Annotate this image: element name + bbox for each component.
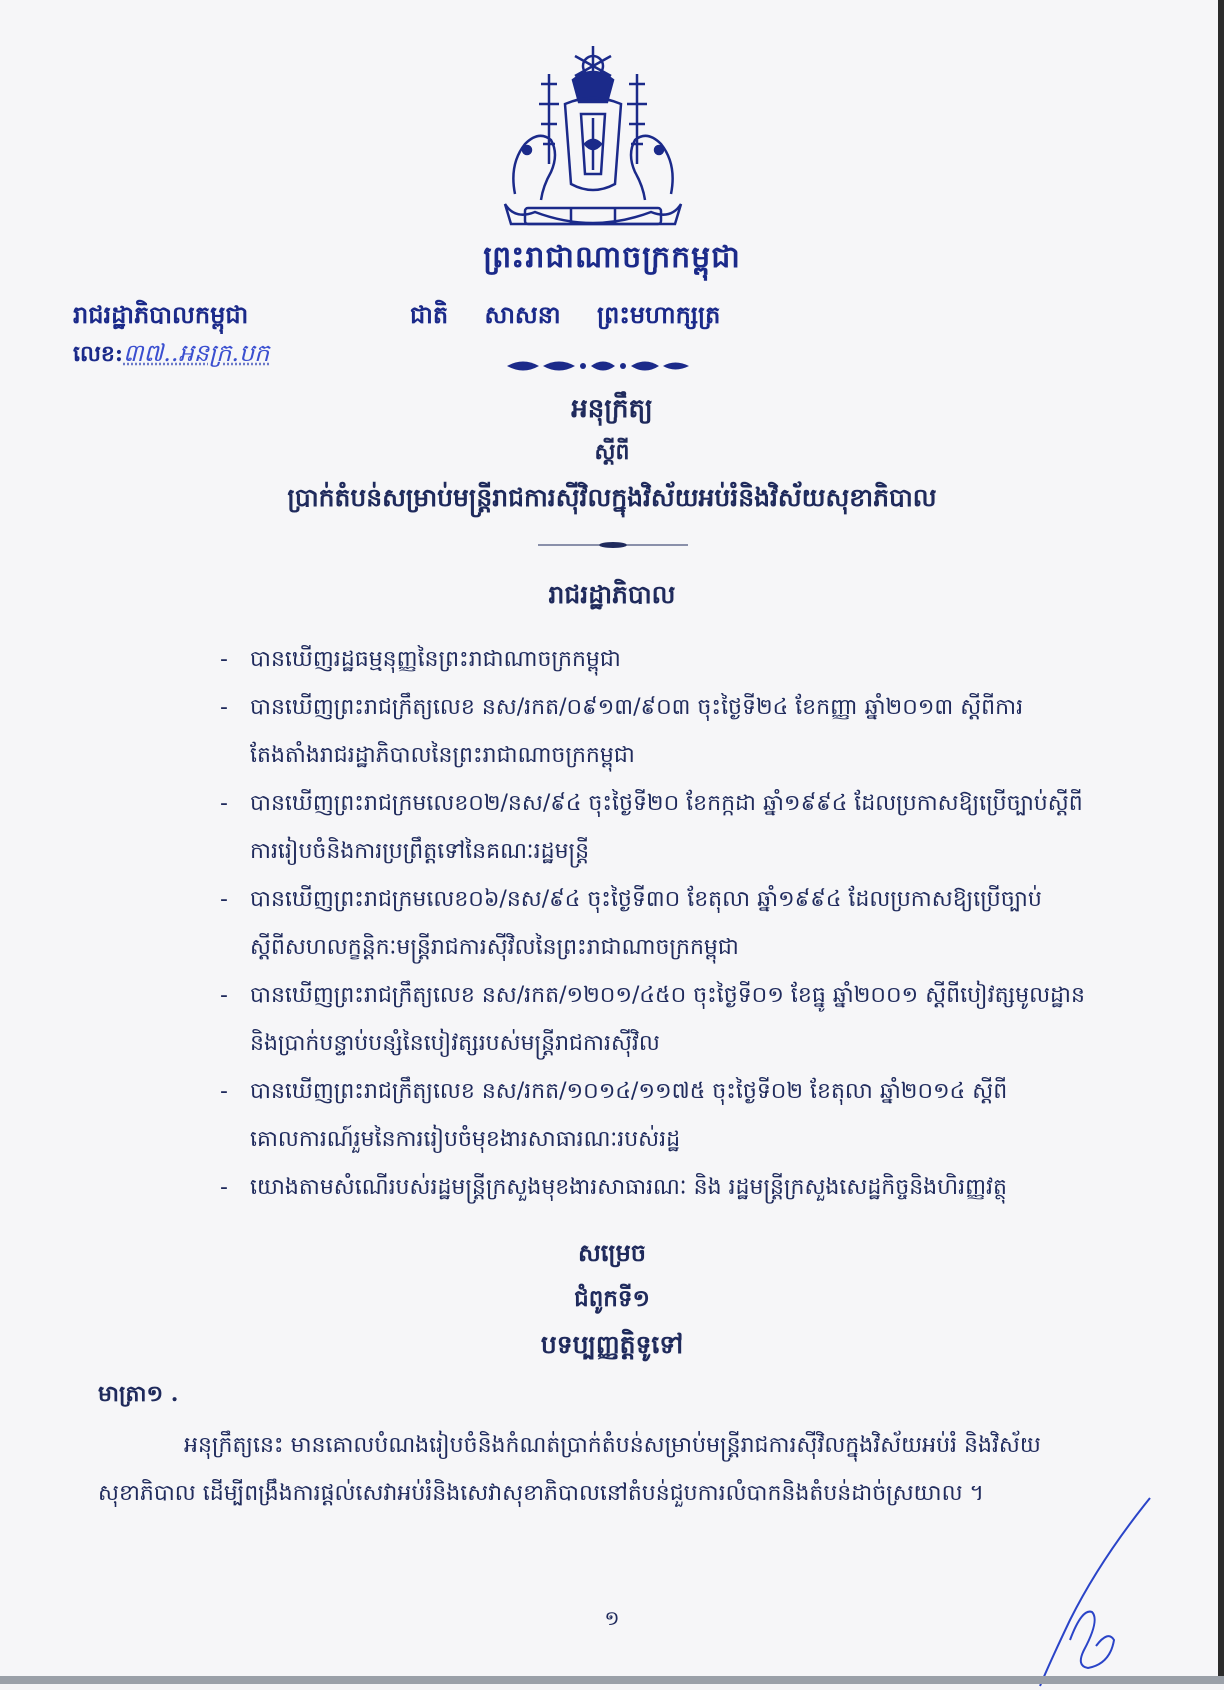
whereas-list (220, 636, 1090, 1212)
decision-heading: សម្រេច (577, 1238, 647, 1267)
reference-line (73, 338, 269, 373)
whereas-item: - បានឃើញព្រះរាជក្រមលេខ០៦/នស/៩៤ ចុះថ្ងៃទី៣០ ខែតុលា ឆ្នាំ១៩៩៤ ដែលប្រកាសឱ្យប្រើច្បាប់ស្តីពីសហលក្ខន្តិកៈមន្ត្រីរាជការស៊ីវិលនៃព្រះរាជាណាចក្រកម្ពុជា (220, 887, 1042, 960)
whereas-item: - បានឃើញព្រះរាជក្រឹត្យលេខ នស/រកត/០៩១៣/៩០៣ ចុះថ្ងៃទី២៤ ខែកញ្ញា ឆ្នាំ២០១៣ ស្តីពីការតែងតាំងរាជរដ្ឋាភិបាលនៃព្រះរាជាណាចក្រកម្ពុជា (220, 695, 1024, 768)
kingdom-heading: ព្រះរាជាណាចក្រកម្ពុជា (483, 240, 741, 275)
whereas-item: - បានឃើញរដ្ឋធម្មនុញ្ញនៃព្រះរាជាណាចក្រកម្ពុជា (220, 647, 621, 672)
title-divider (538, 541, 688, 549)
article-label: មាត្រា១ . (98, 1381, 179, 1407)
chapter-title: បទប្បញ្ញត្តិទូទៅ (540, 1330, 684, 1359)
document-about: ស្តីពី (594, 439, 630, 465)
national-motto: ជាតិ សាសនា ព្រះមហាក្សត្រ (410, 300, 721, 329)
initial-signature (1030, 1490, 1170, 1690)
whereas-item: - យោងតាមសំណើរបស់រដ្ឋមន្ត្រីក្រសួងមុខងារសាធារណៈ និង រដ្ឋមន្ត្រីក្រសួងសេដ្ឋកិច្ចនិងហិរញ្ញវត្ថុ (220, 1175, 1007, 1200)
motto-ornament (503, 357, 693, 375)
page-number: ១ (604, 1606, 620, 1630)
whereas-item: - បានឃើញព្រះរាជក្រឹត្យលេខ នស/រកត/១២០១/៤៥០ ចុះថ្ងៃទី០១ ខែធ្នូ ឆ្នាំ២០០១ ស្តីពីបៀវត្សមូលដ្ឋាននិងប្រាក់បន្ទាប់បន្សំនៃបៀវត្សរបស់មន្ត្រីរាជការស៊ីវិល (220, 983, 1085, 1056)
article-body: អនុក្រឹត្យនេះ មានគោលបំណងរៀបចំនិងកំណត់ប្រាក់តំបន់សម្រាប់មន្ត្រីរាជការស៊ីវិលក្នុងវិស័យអប់រំ និងវិស័យសុខាភិបាល ដើម្បីពង្រឹងការផ្តល់សេវាអប់រំនិងសេវាសុខាភិបាលនៅតំបន់ជួបការលំបាកនិងតំបន់ដាច់ស្រយាល ។ (98, 1433, 1041, 1506)
royal-coat-of-arms-emblem (495, 44, 691, 234)
issuer-heading: រាជរដ្ឋាភិបាល (548, 580, 676, 609)
whereas-item: - បានឃើញព្រះរាជក្រមលេខ០២/នស/៩៤ ចុះថ្ងៃទី២០ ខែកក្កដា ឆ្នាំ១៩៩៤ ដែលប្រកាសឱ្យប្រើច្បាប់ស្តីពីការរៀបចំនិងការប្រព្រឹត្តទៅនៃគណៈរដ្ឋមន្ត្រី (220, 791, 1083, 864)
document-type: អនុក្រឹត្យ (571, 394, 653, 424)
document-subject: ប្រាក់តំបន់សម្រាប់មន្ត្រីរាជការស៊ីវិលក្នុងវិស័យអប់រំនិងវិស័យសុខាភិបាល (287, 483, 937, 512)
reference-number: ៣៧..អនក្រ.បក (123, 339, 270, 367)
scan-edge-right (1218, 0, 1224, 1684)
whereas-item: - បានឃើញព្រះរាជក្រឹត្យលេខ នស/រកត/១០១៤/១១៧៥ ចុះថ្ងៃទី០២ ខែតុលា ឆ្នាំ២០១៤ ស្តីពីគោលការណ៍រួមនៃការរៀបចំមុខងារសាធារណៈរបស់រដ្ឋ (220, 1079, 1008, 1152)
reference-label: លេខ: (73, 341, 124, 367)
chapter-number: ជំពូកទី១ (574, 1285, 650, 1312)
issuing-body: រាជរដ្ឋាភិបាលកម្ពុជា (73, 300, 249, 329)
scan-edge-bottom (0, 1676, 1224, 1684)
